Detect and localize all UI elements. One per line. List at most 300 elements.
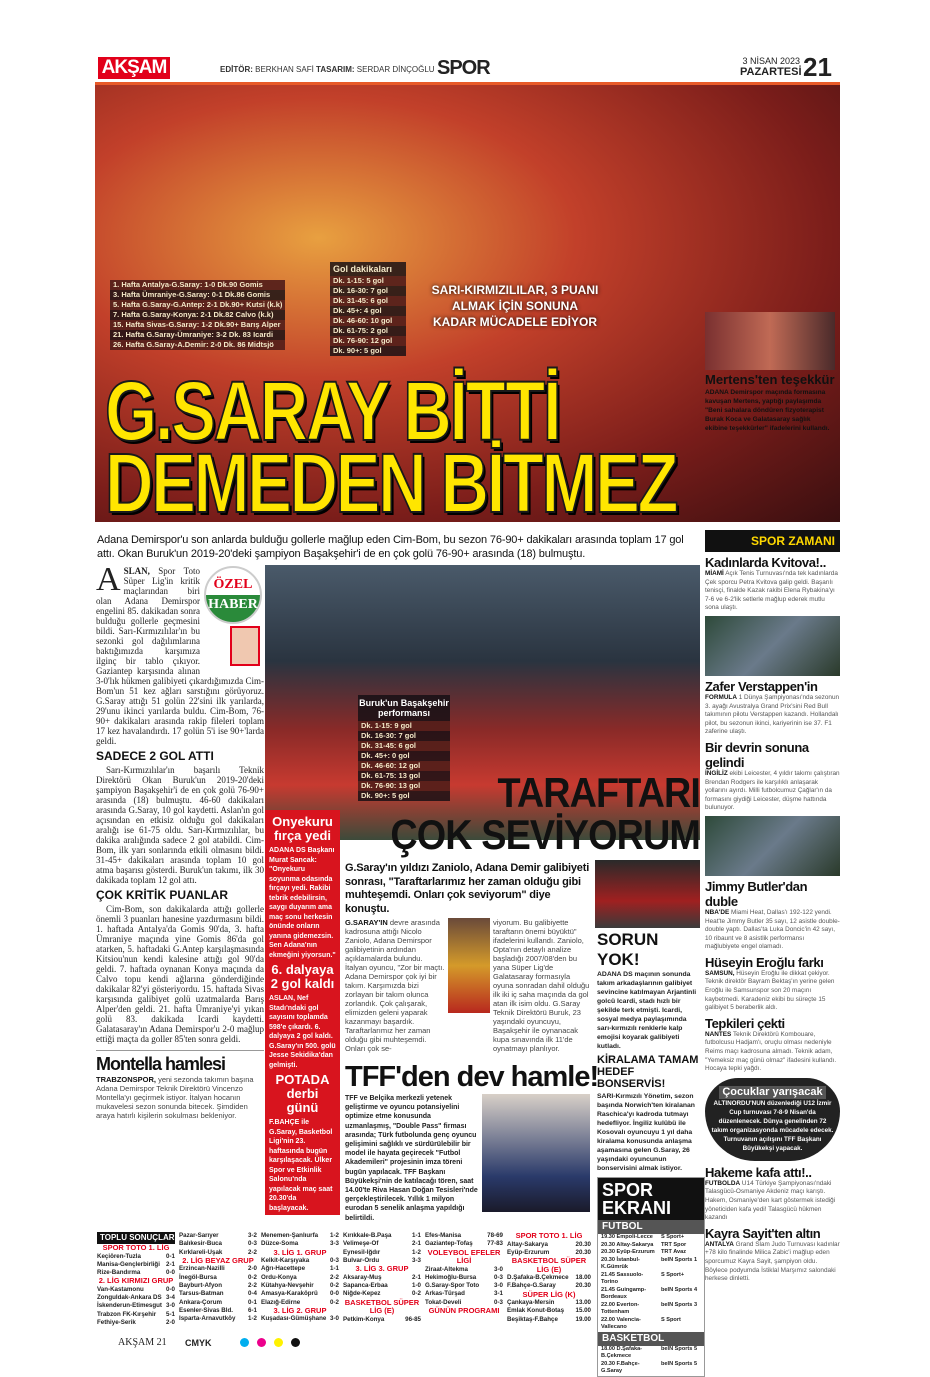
- match-name: Velimeşe-Of: [343, 1240, 379, 1248]
- match-score: 78-69: [487, 1232, 503, 1239]
- match-name: Menemen-Şanlıurfa: [261, 1232, 319, 1239]
- results-title: TOPLU SONUÇLAR: [97, 1232, 175, 1244]
- results-column: [261, 1232, 339, 1327]
- match-score: 3-3: [330, 1240, 339, 1248]
- league-heading: SÜPER LİG (K): [522, 1289, 576, 1299]
- kiralama-text: SARI-Kırmızılı Yönetim, sezon başında Norwich'ten kiralanan Raschica'yı kadroda tutmayı hedefliyor. İngiliz kulübü ile Kosovalı oyuncuyu 1 yıl daha kiralama konusunda anlaşma aşamasına gelen G.Saray, 26 yaşındaki oyuncunun bonservisini almak istiyor.: [597, 1093, 695, 1172]
- match-score: 0-0: [330, 1290, 339, 1298]
- results-column: [343, 1232, 421, 1327]
- tv-match: 21.45 Guingamp-Bordeaux: [601, 1286, 647, 1300]
- match-score: 1-0: [412, 1281, 421, 1289]
- match-name: F.Bahçe-G.Saray: [507, 1282, 556, 1290]
- league-heading: 2. LİG KIRMIZI GRUP: [98, 1276, 174, 1286]
- match-row: 7. Hafta G.Saray-Konya: 2-1 Dk.82 Calvo (k.k): [113, 310, 274, 319]
- match-score: 2-0: [248, 1265, 257, 1273]
- match-name: Pazar-Sarıyer: [179, 1232, 219, 1239]
- results-column: [179, 1232, 257, 1327]
- result-row: [97, 1261, 175, 1269]
- tv-match: 19.30 Empoli-Lecce: [601, 1234, 653, 1240]
- sidebar-text: F.BAHÇE ile G.Saray, Basketbol Ligi'nin 23. haftasında bugün karşılaşacak. Ülker Spor ve Etkinlik Salonu'nda yapılacak maç saat 20.30'da başlayacak.: [269, 1119, 333, 1212]
- montella-article: [96, 1050, 264, 1120]
- news-text: [705, 1180, 840, 1223]
- match-name: İskenderun-Etimesgut: [97, 1302, 162, 1310]
- zaniolo-lead-bold: G.SARAY'IN: [345, 918, 388, 927]
- match-name: Eyüp-Erzurum: [507, 1248, 550, 1256]
- montella-lead: TRABZONSPOR,: [96, 1075, 156, 1084]
- news-body: Miami Heat, Dallas'ı 192-122 yendi. Heat'te Jimmy Butler 35 sayı, 12 asistle double-double yaptı. Dallas'ta Luka Doncic'in 42 sayı, 10 ribaunt ve 8 asistlik performansı mağlubiyete engel olamadı.: [705, 908, 840, 951]
- match-name: Kütahya-Nevşehir: [261, 1281, 314, 1289]
- news-title: Hakeme kafa attı!..: [705, 1164, 812, 1180]
- news-lead: FORMULA: [705, 693, 737, 701]
- montella-text: yeni sezonda takımın başına Adana Demirspor Teknik Direktörü Vincenzo Montella'yı geçirmek istiyor. İtalyan hocanın mukavelesi sezon sonunda bitecek. Şimdiden araya hatırlı kişilerin sokulması bekleniyor.: [96, 1075, 254, 1120]
- news-text: [705, 970, 840, 1013]
- subheadline: Adana Demirspor'u son anlarda bulduğu gollerle mağlup eden Cim-Bom, bu sezon 76-90+ dakikaları arasında toplam 17 gol attı. Okan Buruk'un 2019-20'deki şampiyon Başakşehir'i de en çok golü 76-90+ arasında (18) bulmuştu.: [97, 534, 684, 560]
- match-score: 3-0: [494, 1265, 503, 1273]
- tv-match: 20.30 Eyüp-Erzurum: [601, 1249, 655, 1255]
- league-heading: 3. LİG 3. GRUP: [355, 1264, 409, 1274]
- result-row: [507, 1316, 591, 1324]
- news-lead: FUTBOLDA: [705, 1179, 741, 1187]
- zaniolo-lead: G.Saray'ın yıldızı Zaniolo, Adana Demir galibiyeti sonrası, "Taraftarlarımız her zaman olduğu gibi muhteşemdi. Onları çok seviyorum" diye konuştu.: [345, 862, 590, 915]
- match-name: Efes-Manisa: [425, 1232, 462, 1239]
- result-row: [343, 1316, 421, 1324]
- match-score: 6-1: [248, 1306, 257, 1314]
- news-text: [705, 909, 840, 952]
- match-score: 20.30: [575, 1282, 591, 1290]
- result-row: [97, 1286, 175, 1294]
- result-row: [261, 1315, 339, 1323]
- akşam-logo: AKŞAM: [98, 57, 170, 79]
- tv-listing-row: [598, 1272, 704, 1287]
- match-score: 2-1: [166, 1260, 175, 1268]
- news-title: Kayra Sayit'ten altın: [705, 1225, 821, 1241]
- news-lead: MİAMİ: [705, 570, 724, 577]
- match-name: Aksaray-Muş: [343, 1273, 382, 1281]
- match-score: 3-3: [412, 1256, 421, 1264]
- match-score: 0-4: [248, 1290, 257, 1298]
- title-line: SPOR: [602, 1180, 654, 1200]
- kiralama-headline: KİRALAMA TAMAM HEDEF BONSERVİS!: [597, 1054, 699, 1090]
- match-name: Kırıkkale-B.Paşa: [343, 1232, 392, 1239]
- news-body: Hüseyin Eroğlu ile dikkat çekiyor. Teknik direktör Bayram Bektaş'ın yerine gelen Eroğlu ile Samsunspor son 20 maçını kaybetmedi. Karadeniz ekibi bu süreçte 15 galibiyet 5 beraberlik aldı.: [705, 969, 835, 1012]
- buruk-row: Dk. 61-75: 13 gol: [361, 771, 421, 780]
- tv-channel: beIN Sports 3: [661, 1301, 698, 1308]
- tv-listing-row: [598, 1361, 704, 1376]
- league-heading: 3. LİG 2. GRUP: [273, 1305, 327, 1315]
- article-subheading: SADECE 2 GOL ATTI: [96, 749, 214, 763]
- match-name: Gaziantep-Tofaş: [425, 1240, 473, 1248]
- match-name: Niğde-Kepez: [343, 1290, 381, 1298]
- sorun-yok-headline: SORUN YOK!: [597, 930, 659, 969]
- article-paragraph: Cim-Bom, son dakikalarda attığı gollerle önemli 3 puanları hanesine yazdırmasını bildi. 1. haftada Antalya'da Gomis 90'da, 3. hafta Ümraniye maçında yine Gomis 86'da gol atarken, 5. haftadaki G.Antep karşılaşmasında Kitsiou'nun kendi kalesine attığı gol 90'da geldi. 7. haftada oynanan Konya maçında da Calvo topu kendi ağlarına gönderdiğinde dakikalar 82'yi gösteriyordu. 15. haftada Sivas karşısında galibiyet golü uzatmalarda Barış Alper'den geldi. 21. hafta Ümraniye'yi yıkan golü 83. dakikada Icardi kaydetti. Galatasaray'ın Adana Demirspor'u 2-0 mağlup ettiği maçta da goller 85'ten sonra geldi.: [96, 904, 264, 1044]
- buruk-row: Dk. 1-15: 9 gol: [358, 721, 450, 731]
- headline-line1: G.SARAY BİTTİ: [105, 364, 560, 458]
- match-name: Emlak Konut-Botaş: [507, 1307, 565, 1315]
- match-name: Erzincan-Nazilli: [179, 1265, 225, 1273]
- tv-match: 20.30 F.Bahçe-G.Saray: [601, 1360, 640, 1374]
- news-text: [705, 694, 840, 737]
- goal-row: Dk. 31-45: 6 gol: [330, 296, 406, 306]
- tv-channel: S Sport+: [661, 1271, 685, 1278]
- match-name: Kelkit-Karşıyaka: [261, 1257, 310, 1265]
- spor-zamani-column: [705, 530, 840, 1284]
- match-row: 21. Hafta G.Saray-Ümraniye: 3-2 Dk. 83 Icardi: [113, 330, 274, 339]
- results-column: [507, 1232, 591, 1327]
- hero-quote: SARI-KIRMIZILILAR, 3 PUANI ALMAK İÇİN SONUNA KADAR MÜCADELE EDİYOR: [431, 283, 599, 329]
- goal-row: Dk. 46-60: 10 gol: [330, 316, 406, 326]
- news-title: Hüseyin Eroğlu farkı: [705, 954, 824, 970]
- tv-listing-row: [598, 1234, 704, 1242]
- news-text: [705, 1241, 840, 1284]
- badge-text: HABER: [208, 597, 258, 612]
- match-name: D.Şafaka-B.Çekmece: [507, 1274, 569, 1282]
- match-score: 3-0: [166, 1302, 175, 1310]
- news-body: U14 Türkiye Şampiyonası'ndaki Talasgücü-Osmaniye Akdeniz maçı karıştı. Hakem, Osmaniye'den kart göstermek istediği yöneticiden kafa yedi! Talasgücü hükmen kazandı: [705, 1179, 836, 1222]
- footer: [118, 1337, 167, 1349]
- goal-row: Dk. 16-30: 7 gol: [333, 286, 389, 295]
- match-name: Çankaya-Mersin: [507, 1299, 555, 1307]
- match-name: Bulvar-Ordu: [343, 1256, 380, 1264]
- goal-minutes-box: [330, 262, 406, 356]
- match-name: Hekimoğlu-Bursa: [425, 1273, 477, 1281]
- match-score: 0-3: [494, 1298, 503, 1306]
- match-score: 1-2: [330, 1232, 339, 1239]
- news-text: [705, 770, 840, 813]
- buruk-row: Dk. 31-45: 6 gol: [358, 741, 450, 751]
- tv-channel: S Sport+: [661, 1234, 685, 1240]
- match-score: 96-85: [405, 1315, 421, 1323]
- goal-row: Dk. 90+: 5 gol: [333, 346, 382, 355]
- result-row: [343, 1274, 421, 1282]
- match-score: 2-1: [412, 1273, 421, 1281]
- badge-text: ÖZEL: [213, 577, 253, 592]
- futbol-header: FUTBOL: [598, 1220, 704, 1234]
- footer-paper: AKŞAM: [118, 1337, 155, 1348]
- match-row: 1. Hafta Antalya-G.Saray: 1-0 Dk.90 Gomis: [110, 280, 285, 290]
- match-score: 2-0: [166, 1319, 175, 1327]
- news-body: ekibi Leicester, 4 yıldır takımı çalıştıran Brendan Rodgers ile karşılıklı anlaşarak yollarını ayırdı. Milli futbolcumuz Çağlar'ın da formasını giydiği Leicester, düşme hattında bulunuyor.: [705, 769, 840, 812]
- result-row: [425, 1274, 503, 1282]
- main-article: [96, 561, 264, 1044]
- cocuklar-box: [705, 1078, 840, 1161]
- match-name: Tarsus-Batman: [179, 1290, 224, 1298]
- match-row: 3. Hafta Ümraniye-G.Saray: 0-1 Dk.86 Gomis: [113, 290, 271, 299]
- match-name: Keçiören-Tuzla: [97, 1252, 141, 1260]
- result-row: [261, 1274, 339, 1282]
- result-row: [343, 1240, 421, 1248]
- goal-row: Dk. 61-75: 2 gol: [333, 326, 389, 335]
- news-title: Kadınlarda Kvitova!..: [705, 555, 826, 570]
- match-score: 1-2: [248, 1315, 257, 1323]
- match-score: 1-1: [412, 1232, 421, 1239]
- result-row: [425, 1282, 503, 1290]
- match-name: Ağrı-Hacettepe: [261, 1265, 306, 1273]
- match-score: 1-2: [412, 1248, 421, 1256]
- news-lead: ANTALYA: [705, 1240, 734, 1248]
- match-score: 20.30: [575, 1240, 591, 1248]
- match-name: Manisa-Gençlerbirliği: [97, 1260, 160, 1268]
- match-name: Düzce-Soma: [261, 1240, 299, 1248]
- left-column: [96, 561, 264, 1120]
- match-score: 13.00: [575, 1299, 591, 1307]
- tv-match: 18.00 D.Şafaka-B.Çekmece: [601, 1345, 643, 1359]
- tv-listing-row: [598, 1257, 704, 1272]
- match-name: Sapanca-Erbaa: [343, 1281, 388, 1289]
- match-score: 0-1: [248, 1298, 257, 1306]
- buruk-stats-title: Buruk'un Başakşehir performansı: [359, 698, 449, 718]
- match-score: 2-2: [330, 1273, 339, 1281]
- zaniolo-headline: [381, 769, 701, 858]
- mertens-photo: [705, 312, 835, 370]
- result-row: [179, 1315, 257, 1323]
- tff-text: TFF ve Belçika merkezli yetenek geliştirme ve oyuncu potansiyelini optimize etme konusunda uzmanlaşmış, "Double Pass" firması arasında; Türk futbolunda genç oyuncu gelişimini sağlıklı ve sürdürülebilir bir model ile hayata geçirecek "Futbol Akademileri" projesinin imza töreni bugün yapılacak. TFF Başkanı Büyükekşi'nin de katılacağı tören, saat 14.00'te Riva Hasan Doğan Tesisleri'nde gerçekleştirilecek. Yıllık 1 milyon eurodan 5 senelik anlaşma yapıldığı belirtildi.: [345, 1095, 478, 1222]
- tv-match: 22.00 Valencia-Vallecano: [601, 1316, 641, 1330]
- headline-line2: ÇOK SEVİYORUM: [390, 811, 700, 858]
- result-row: [343, 1249, 421, 1257]
- editor-name: BERKHAN SAFİ: [255, 65, 314, 74]
- author-photo: [230, 626, 260, 666]
- news-body: Açık Tenis Turnuvası'nda tek kadınlarda Çek sporcu Petra Kvitova galip geldi. Başarılı tenisçi, finalde Kazak rakibi Elena Rybakina'yı 7-6 ve 6-2'lik setlerle mağlup ederek mutlu sona ulaştı.: [705, 570, 838, 612]
- match-row: 5. Hafta G.Saray-G.Antep: 2-1 Dk.90+ Kutsi (k.k): [110, 300, 285, 310]
- tv-channel: beIN Sports 1: [661, 1256, 698, 1263]
- result-row: [97, 1302, 175, 1310]
- match-score: 0-2: [330, 1281, 339, 1289]
- match-score: 2-1: [412, 1240, 421, 1248]
- montella-title: Montella hamlesi: [96, 1054, 226, 1074]
- result-row: [179, 1282, 257, 1290]
- news-text: [705, 1031, 840, 1074]
- buruk-row: Dk. 90+: 5 gol: [361, 791, 410, 800]
- result-row: [179, 1265, 257, 1273]
- result-row: [261, 1265, 339, 1273]
- page-number: 21: [803, 52, 832, 82]
- match-score: 77-83: [487, 1240, 503, 1248]
- league-heading: GÜNÜN PROGRAMI: [428, 1306, 500, 1316]
- match-score: 0-2: [330, 1298, 339, 1306]
- match-score: 2-2: [248, 1248, 257, 1256]
- icardi-photo: [595, 860, 700, 928]
- sidebar-heading: Onyekuru fırça yedi: [272, 814, 333, 843]
- news-text: [705, 570, 840, 613]
- buruk-row: Dk. 46-60: 12 gol: [358, 761, 450, 771]
- result-row: [261, 1257, 339, 1265]
- tv-channel: S Sport: [661, 1316, 681, 1323]
- match-name: Isparta-Arnavutköy: [179, 1315, 236, 1323]
- match-name: Ordu-Konya: [261, 1273, 297, 1281]
- print-registration-dots: [240, 1338, 300, 1347]
- main-headline: [105, 364, 681, 530]
- editor-label: EDİTÖR:: [220, 65, 253, 74]
- match-name: Kuşadası-Gümüşhane: [261, 1315, 327, 1323]
- buruk-row: Dk. 76-90: 13 gol: [358, 781, 450, 791]
- match-name: Kırklareli-Uşak: [179, 1248, 223, 1256]
- match-name: İnegöl-Bursa: [179, 1273, 217, 1281]
- tv-channel: TRT Spor: [661, 1241, 687, 1248]
- cmyk-mark: CMYK: [185, 1338, 212, 1348]
- mertens-title: Mertens'ten teşekkür: [705, 372, 835, 387]
- news-body: 1 Dünya Şampiyonası'nda sezonun 3. ayağı Avustralya Grand Prix'sini Red Bull takımının pilotu Verstappen kazandı. Hollandalı pilot, bu sezonun ikinci, kariyerinin ise 37. F1 zaferine ulaştı.: [705, 693, 840, 736]
- result-row: [97, 1319, 175, 1327]
- result-row: [179, 1307, 257, 1315]
- league-heading: VOLEYBOL EFELER LİGİ: [427, 1247, 501, 1266]
- match-name: Arkas-Türşad: [425, 1290, 465, 1298]
- match-score: 19.00: [575, 1315, 591, 1323]
- result-row: [179, 1290, 257, 1298]
- match-row: 15. Hafta Sivas-G.Saray: 1-2 Dk.90+ Barış Alper: [110, 320, 285, 330]
- match-row: 26. Hafta G.Saray-A.Demir: 2-0 Dk. 86 Midtsjö: [110, 340, 285, 350]
- match-name: Zonguldak-Ankara DS: [97, 1294, 162, 1302]
- match-name: Balıkesir-Buca: [179, 1240, 222, 1248]
- league-heading: 2. LİG BEYAZ GRUP: [182, 1255, 254, 1265]
- basketbol-header: BASKETBOL: [598, 1332, 704, 1346]
- tv-match: 22.00 Everton-Tottenham: [601, 1301, 640, 1315]
- tv-match: 20.30 İstanbul-K.Gümrük: [601, 1256, 640, 1270]
- match-score: 2-2: [248, 1281, 257, 1289]
- zaniolo-photo: [448, 918, 490, 1013]
- tv-listing-row: [598, 1287, 704, 1302]
- league-heading: BASKETBOL SÜPER LİG (E): [344, 1297, 420, 1316]
- match-score: 0-0: [166, 1285, 175, 1293]
- result-row: [179, 1232, 257, 1240]
- match-name: Trabzon FK-Kırşehir: [97, 1310, 157, 1318]
- match-name: Eynesil-Iğdır: [343, 1248, 381, 1256]
- footer-page: 21: [156, 1337, 167, 1348]
- match-score: 0-2: [412, 1290, 421, 1298]
- match-score: 0-2: [248, 1273, 257, 1281]
- match-score: 15.00: [575, 1307, 591, 1315]
- match-name: Bayburt-Afyon: [179, 1281, 222, 1289]
- results-column: [97, 1232, 175, 1327]
- result-row: [425, 1290, 503, 1298]
- news-title: Tepkileri çekti: [705, 1015, 785, 1031]
- result-row: [97, 1294, 175, 1302]
- tv-listing-row: [598, 1242, 704, 1250]
- buruk-row: Dk. 16-30: 7 gol: [361, 731, 417, 740]
- result-row: [179, 1299, 257, 1307]
- league-heading: SPOR TOTO 1. LİG: [515, 1231, 583, 1240]
- match-name: Elazığ-Edirne: [261, 1298, 301, 1306]
- league-heading: SPOR TOTO 1. LİG: [102, 1243, 170, 1252]
- result-row: [507, 1307, 591, 1315]
- cocuklar-title: Çocuklar yarışacak: [719, 1086, 825, 1099]
- tv-match: 21.45 Sassuolo-Torino: [601, 1271, 644, 1285]
- match-score: 0-3: [494, 1273, 503, 1281]
- results-table: [97, 1232, 591, 1327]
- result-row: [343, 1232, 421, 1240]
- match-score: 0-3: [330, 1257, 339, 1265]
- match-score: 0-3: [248, 1240, 257, 1248]
- result-row: [507, 1241, 591, 1249]
- result-row: [343, 1282, 421, 1290]
- news-title: Zafer Verstappen'in: [705, 678, 818, 694]
- goal-row: Dk. 1-15: 5 gol: [330, 276, 406, 286]
- result-row: [97, 1311, 175, 1319]
- tv-listing-row: [598, 1302, 704, 1317]
- designer-name: SERDAR DİNÇOĞLU: [356, 65, 435, 74]
- result-row: [261, 1282, 339, 1290]
- match-name: Beşiktaş-F.Bahçe: [507, 1315, 558, 1323]
- news-title: Jimmy Butler'dan duble: [705, 878, 808, 909]
- spor-ekrani-box: [597, 1177, 705, 1377]
- league-heading: BASKETBOL SÜPER LİG (E): [511, 1256, 587, 1274]
- tv-channel: beIN Sports 5: [661, 1345, 698, 1352]
- sorun-yok-text: ADANA DS maçının sonunda takım arkadaşlarının galibiyet sevincine katılmayan Arjantinli golcü Icardi, stadı hızlı bir şekilde terk etmişti. Icardi, sosyal medya paylaşımında sarı-kırmızılı renklerle kalp emojisi koyarak galibiyeti kutladı.: [597, 971, 697, 1050]
- result-row: [179, 1240, 257, 1248]
- result-row: [507, 1274, 591, 1282]
- goal-minutes-title: Gol dakikaları: [333, 264, 393, 274]
- news-body: Grand Slam Judo Turnuvası kadınlar +78 kilo finalinde Milica Zabic'i mağlup eden sporcumuz Kayra Sayit, şampiyon oldu. Böylece podyumda İstiklal Marşımız salondaki herkese dinletti.: [705, 1240, 840, 1283]
- match-name: Altay-Sakarya: [507, 1240, 548, 1248]
- goal-row: Dk. 45+: 4 gol: [333, 306, 382, 315]
- headline-line1: TARAFTARI: [497, 769, 700, 816]
- tv-channel: TRT Avaz: [661, 1249, 687, 1255]
- drop-cap: A: [96, 561, 121, 598]
- result-row: [425, 1232, 503, 1240]
- match-name: Ankara-Çorum: [179, 1298, 222, 1306]
- news-sidebar-red: [265, 810, 340, 1215]
- match-name: G.Saray-Spor Toto: [425, 1282, 480, 1290]
- match-name: Petkim-Konya: [343, 1315, 385, 1323]
- match-score: 3-2: [248, 1232, 257, 1239]
- news-lead: SAMSUN,: [705, 969, 735, 977]
- match-score: 0-0: [166, 1269, 175, 1277]
- issue-date: [740, 56, 800, 78]
- match-score: 0-1: [166, 1252, 175, 1260]
- news-photo: [705, 816, 840, 876]
- results-column: [425, 1232, 503, 1327]
- news-lead: NANTES: [705, 1030, 732, 1038]
- ozel-haber-badge: [204, 566, 262, 624]
- sidebar-text: ASLAN, Nef Stadı'ndaki gol sayısını toplamda 598'e çıkardı. 6. dalyaya 2 gol kaldı. G.Saray'ın 500. golü Jesse Sekidika'dan gelmişti.: [269, 995, 336, 1069]
- mertens-text: ADANA Demirspor maçında formasına kavuşan Mertens, yaptığı paylaşımda "Beni sahalara döndüren fizyoterapist Burak Koca ve Galatasaray sağlık ekibine teşekkürler" ifadelerini kullandı.: [705, 389, 830, 432]
- result-row: [179, 1274, 257, 1282]
- match-score: 3-0: [494, 1282, 503, 1290]
- tv-channel: beIN Sports 4: [661, 1286, 698, 1293]
- news-title: Bir devrin sonuna gelindi: [705, 739, 809, 770]
- goal-row: Dk. 76-90: 12 gol: [330, 336, 406, 346]
- news-body: Teknik Direktörü Kombouare, futbolcusu Hadjam'ı, oruçlu olması nedeniyle Reims maçı kadrosuna almadı. Teknik adam, "Yemeksiz maç günü olmaz" ifadesini kullandı. Hocaya tepki yağdı.: [705, 1030, 837, 1073]
- news-lead: NBA'DE: [705, 908, 730, 916]
- article-subheading: ÇOK KRİTİK PUANLAR: [96, 888, 228, 902]
- tv-listing-row: [598, 1249, 704, 1257]
- match-score: 20.30: [575, 1248, 591, 1256]
- headline-line2: DEMEDEN BİTMEZ: [105, 436, 677, 530]
- article-paragraph: Sarı-Kırmızılılar'ın başarılı Teknik Direktörü Okan Buruk'un 2019-20'deki şampiyon Başakşehir'i de en çok golü 76-90+ arasında (18) bulmuştu. 46-60 dakikaları arasında G.Saray, 10 gol kaydetti. Aslan'ın gol açısından en etkisiz olduğu gol dakikaları aralığı ise 61-75 oldu. Sarı-Kırmızılılar, bu dakika aralığında sadece 2 gol atabildi. Cim-Bom, ilk yarı sonlarında etkili olmasını bildi. 31-45+ dakikaları arasında toplam 10 gol atma başarısı gösterdi. Buruk'un takımı, ilk 30 dakikada toplam 12 gol attı.: [96, 765, 264, 885]
- zaniolo-paragraph: devre arasında kadrosuna attığı Nicolo Zaniolo, Adana Demirspor galibiyetinin ardından açıklamalarda bulundu. İtalyan oyuncu, "Zor bir maçtı. Adana Demirspor çok iyi bir takım. Karşımızda bizi zorlayan bir takım olunca zorlandık. Çok çalışarak, elimizden geleni yaparak kazanmayı başardık. Taraftarlarımız her zaman olduğu gibi muhteşemdi. Onları çok se-: [345, 918, 445, 1053]
- buruk-row: Dk. 45+: 0 gol: [361, 751, 410, 760]
- tv-listing-row: [598, 1346, 704, 1361]
- news-photo: [705, 616, 840, 676]
- match-name: Tokat-Develi: [425, 1298, 462, 1306]
- match-score: 3-1: [494, 1290, 503, 1298]
- match-score: 3-4: [166, 1294, 175, 1302]
- design-label: TASARIM:: [316, 65, 355, 74]
- tv-match: 20.30 Altay-Sakarya: [601, 1241, 654, 1248]
- result-row: [97, 1253, 175, 1261]
- match-name: Amasya-Karaköprü: [261, 1290, 318, 1298]
- league-heading: 3. LİG 1. GRUP: [273, 1247, 327, 1257]
- spor-ekrani-title: [598, 1178, 704, 1220]
- match-name: Esenler-Sivas Bld.: [179, 1306, 233, 1314]
- match-score: 5-1: [166, 1310, 175, 1318]
- match-name: Fethiye-Serik: [97, 1319, 136, 1327]
- date: 3 NİSAN 2023: [742, 56, 800, 66]
- tff-headline: TFF'den dev hamle!: [345, 1061, 599, 1093]
- match-name: Van-Kastamonu: [97, 1285, 144, 1293]
- tff-president-photo: [482, 1094, 590, 1212]
- result-row: [425, 1266, 503, 1274]
- zaniolo-text-col2: viyorum. Bu galibiyette taraftarın önemi büyüktü" ifadelerini kullandı. Zaniolo, Opta'nın detaylı analize başladığı 2007/08'den bu yana Süper Lig'de Galatasaray formasıyla oyuna sonradan dahil olduğu ilk iki iç saha maçında da gol atan ilk isim oldu. G.Saray Teknik Direktörü Buruk, 23 yaşındaki oyuncuyu, Başakşehir ile oynanacak kupa sınavında ilk 11'de oynatmayı planlıyor.: [493, 918, 590, 1053]
